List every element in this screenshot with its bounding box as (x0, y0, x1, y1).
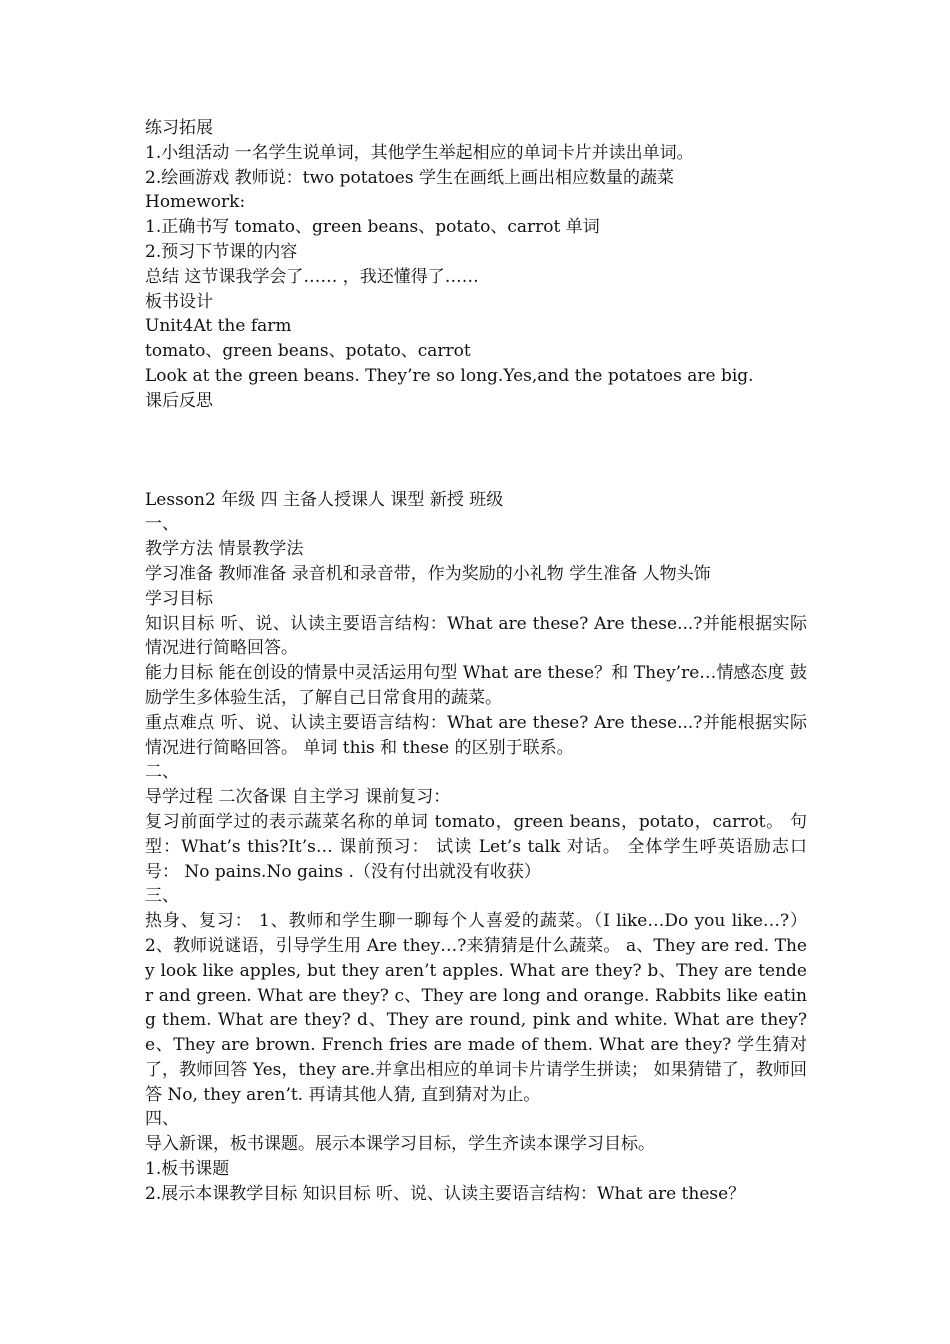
section-number: 一、 (145, 514, 179, 535)
guided-process: 导学过程 二次备课 自主学习 课前复习： (145, 787, 451, 808)
new-lesson-intro: 导入新课，板书课题。展示本课学习目标，学生齐读本课学习目标。 (145, 1134, 655, 1155)
text-line: 2.绘画游戏 教师说：two potatoes 学生在画纸上画出相应数量的蔬菜 (145, 167, 674, 188)
section-number: 四、 (145, 1109, 179, 1130)
teaching-method: 教学方法 情景教学法 (145, 539, 304, 560)
section-lesson2 (145, 488, 807, 1207)
ability-goal: 能力目标 能在创设的情景中灵活运用句型 What are these？和 They’re…情感态度 鼓励学生多体验生活，了解自己日常食用的蔬菜。 (145, 663, 807, 708)
section-number: 二、 (145, 762, 179, 783)
heading-homework: Homework: (145, 192, 246, 213)
text-line: 总结 这节课我学会了…… ，我还懂得了…… (145, 266, 479, 287)
text-line: tomato、green beans、potato、carrot (145, 341, 471, 362)
learning-preparation: 学习准备 教师准备 录音机和录音带，作为奖励的小礼物 学生准备 人物头饰 (145, 563, 711, 584)
section-practice-extension (145, 116, 807, 414)
heading-reflection: 课后反思 (145, 390, 213, 411)
step-item: 2.展示本课教学目标 知识目标 听、说、认读主要语言结构：What are these？ (145, 1183, 746, 1204)
knowledge-goal: 知识目标 听、说、认读主要语言结构：What are these? Are these...?并能根据实际情况进行简略回答。 (145, 613, 807, 659)
review-paragraph: 复习前面学过的表示蔬菜名称的单词 tomato，green beans，potato，carrot。 句型：What’s this?It’s… 课前预习： 试读 Let’s talk 对话。 全体学生呼英语励志口号： No pains.No gains .（没有付出就没有收获） (145, 811, 807, 882)
learning-goals-title: 学习目标 (145, 588, 213, 609)
key-points: 重点难点 听、说、认读主要语言结构：What are these? Are these...?并能根据实际情况进行简略回答。 单词 this 和 these 的区别于联系。 (145, 712, 807, 758)
lesson-header: Lesson2 年级 四 主备人授课人 课型 新授 班级 (145, 489, 504, 510)
text-line: Unit4At the farm (145, 316, 292, 337)
text-line: Look at the green beans. They’re so long.Yes,and the potatoes are big. (145, 365, 754, 386)
text-line: 1.小组活动 一名学生说单词，其他学生举起相应的单词卡片并读出单词。 (145, 142, 694, 163)
spacer (145, 414, 807, 488)
step-item: 1.板书课题 (145, 1159, 230, 1180)
warmup-paragraph: 热身、复习： 1、教师和学生聊一聊每个人喜爱的蔬菜。（I like…Do you like…?） 2、教师说谜语，引导学生用 Are they…?来猜猜是什么蔬菜。 a、They are red. They look like apples, but they aren’t apples. What are they? b、They are tender and green. What are they? c、They are long and orange. Rabbits like eating them. What are they? d、They are round, pink and white. What are they? e、They are brown. French fries are made of them. What are they? 学生猜对了，教师回答 Yes，they are.并拿出相应的单词卡片请学生拼读； 如果猜错了，教师回答 No, they aren’t. 再请其他人猜, 直到猜对为止。 (145, 911, 807, 1105)
section-number: 三、 (145, 886, 179, 907)
heading-board-design: 板书设计 (145, 291, 213, 312)
text-line: 2.预习下节课的内容 (145, 241, 298, 262)
heading-practice-extension: 练习拓展 (145, 118, 213, 138)
document-page (145, 116, 807, 1207)
text-line: 1.正确书写 tomato、green beans、potato、carrot 单词 (145, 217, 600, 238)
